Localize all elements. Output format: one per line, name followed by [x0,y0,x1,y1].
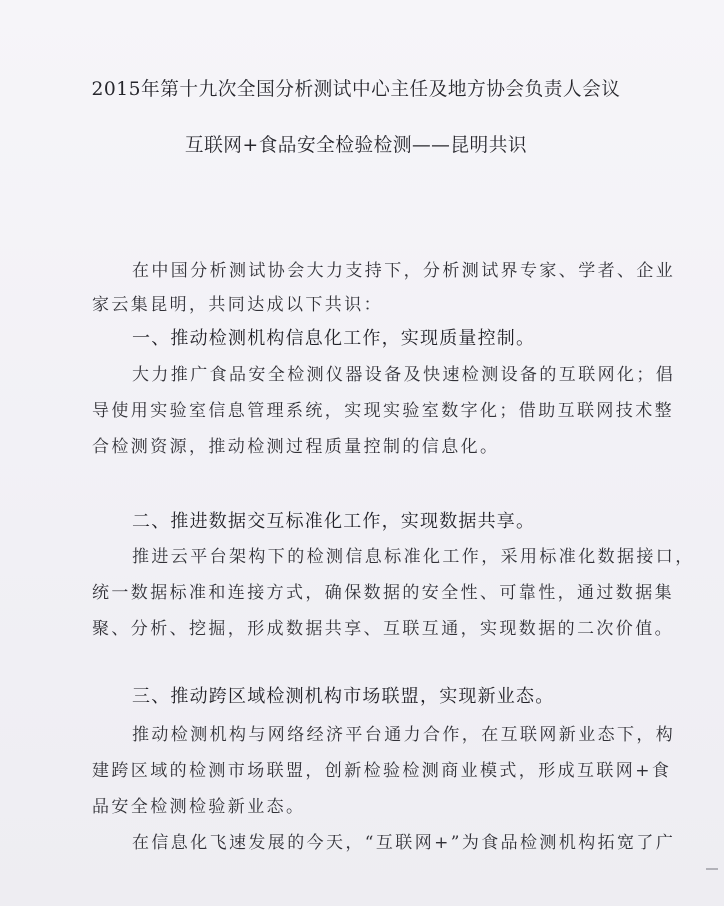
paragraph-line: 推进云平台架构下的检测信息标准化工作，采用标准化数据接口， [132,547,695,567]
section-heading: 二、推进数据交互标准化工作，实现数据共享。 [132,511,536,532]
paragraph-line: 在信息化飞速发展的今天，“互联网+”为食品检测机构拓宽了广 [132,833,676,853]
paragraph-line: 聚、分析、挖掘，形成数据共享、互联互通，实现数据的二次价值。 [92,619,674,639]
paragraph-line: 合检测资源，推动检测过程质量控制的信息化。 [92,437,500,457]
intro-line: 在中国分析测试协会大力支持下，分析测试界专家、学者、企业 [132,261,676,281]
paragraph-line: 推动检测机构与网络经济平台通力合作，在互联网新业态下，构 [132,725,676,745]
paragraph-line: 建跨区域的检测市场联盟，创新检验检测商业模式，形成互联网+食 [92,761,672,781]
intro-line: 家云集昆明，共同达成以下共识： [92,295,383,315]
scan-artifact [706,868,718,870]
section-heading: 三、推动跨区域检测机构市场联盟，实现新业态。 [132,686,555,707]
paragraph-line: 大力推广食品安全检测仪器设备及快速检测设备的互联网化；倡 [132,365,676,385]
paragraph-line: 导使用实验室信息管理系统，实现实验室数字化；借助互联网技术整 [92,401,674,421]
section-heading: 一、推动检测机构信息化工作，实现质量控制。 [132,328,536,349]
paragraph-line: 品安全检测检验新业态。 [92,797,306,817]
document-subtitle: 互联网+食品安全检验检测——昆明共识 [184,134,528,156]
document-title: 2015年第十九次全国分析测试中心主任及地方协会负责人会议 [91,78,621,100]
paragraph-line: 统一数据标准和连接方式，确保数据的安全性、可靠性，通过数据集 [92,583,674,603]
